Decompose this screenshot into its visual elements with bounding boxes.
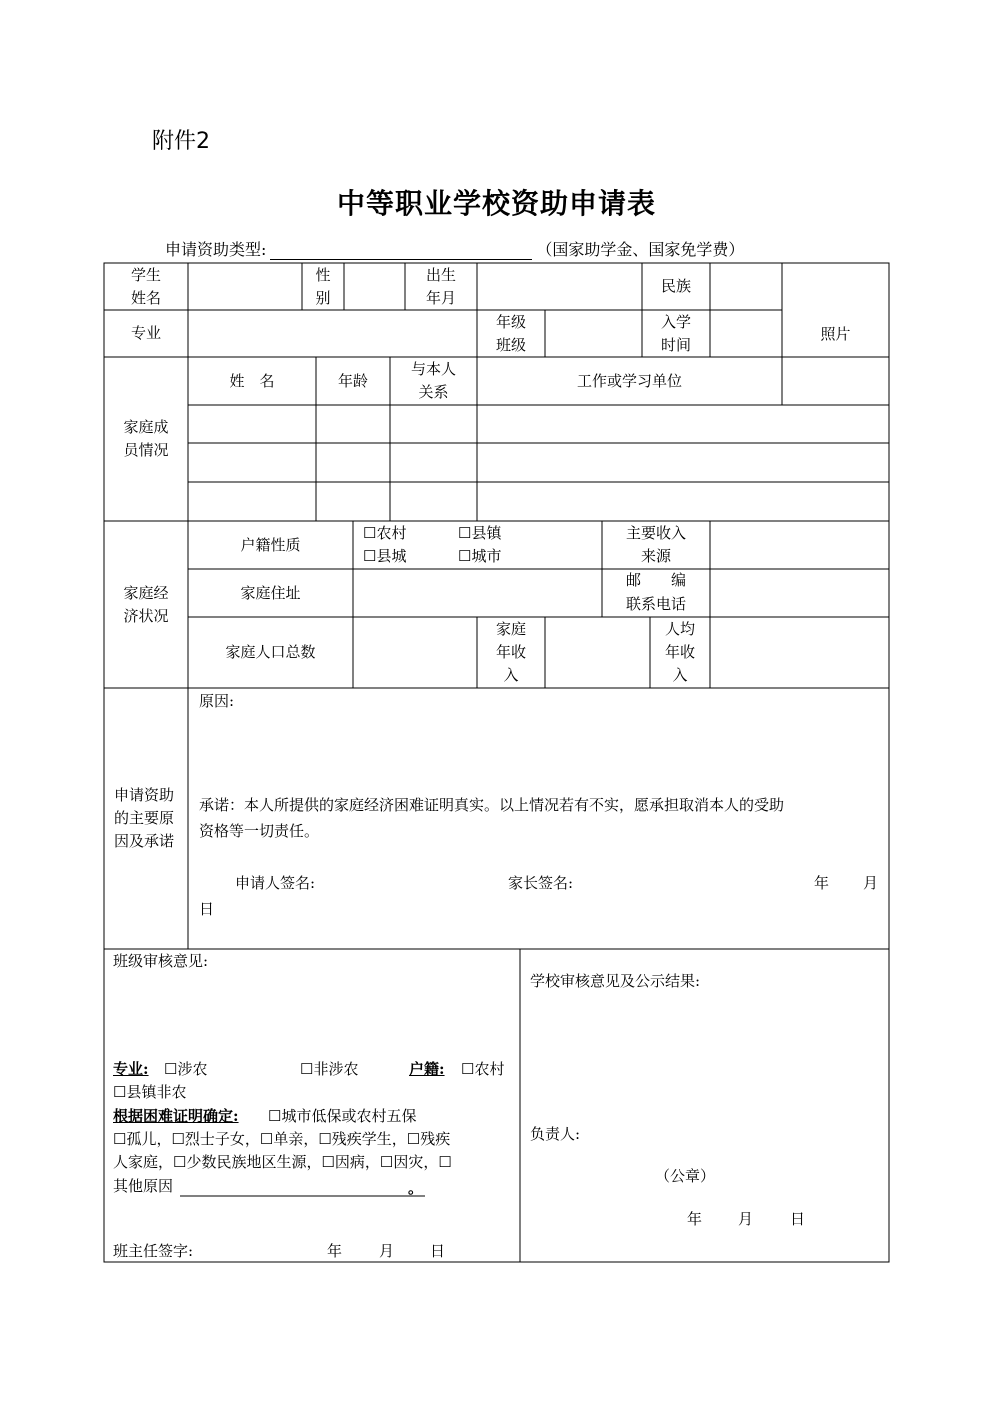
opt-town-nonagri[interactable]: ☐县镇非农: [113, 1083, 187, 1101]
label-family-members: 家庭成员情况: [123, 418, 169, 459]
basis-line-2[interactable]: ☐孤儿，☐烈士子女，☐单亲，☐残疾学生，☐残疾: [113, 1130, 451, 1148]
col-member-name: 姓 名: [229, 371, 275, 390]
reason-day: 日: [199, 900, 215, 918]
attachment-label: 附件2: [152, 129, 210, 154]
basis-line-4: 其他原因: [113, 1177, 174, 1195]
birth-field[interactable]: [477, 263, 642, 310]
label-gender: 性别: [315, 265, 331, 307]
student-name-field[interactable]: [188, 263, 302, 310]
label-family-economy: 家庭经济状况: [123, 583, 169, 625]
opt-class-rural[interactable]: ☐农村: [461, 1060, 505, 1078]
label-per-capita: 人均年收入: [664, 620, 695, 684]
label-grade-class: 年级班级: [495, 312, 526, 354]
label-phone: 联系电话: [625, 595, 686, 613]
reason-year: 年: [814, 874, 830, 892]
promise-line-1: 承诺：本人所提供的家庭经济困难证明真实。以上情况若有不实，愿承担取消本人的受助: [199, 796, 785, 814]
label-annual-income: 家庭年收入: [495, 620, 526, 684]
label-birth: 出生年月: [425, 265, 456, 307]
col-member-age: 年龄: [337, 371, 368, 390]
class-hukou-label: [409, 1058, 445, 1081]
label-enroll-time: 入学时间: [660, 312, 691, 354]
basis-line-3[interactable]: 人家庭，☐少数民族地区生源，☐因病，☐因灾，☐: [113, 1153, 452, 1171]
annual-income-field[interactable]: [545, 617, 650, 688]
label-reason-section: 申请资助的主要原因及承诺: [114, 786, 175, 850]
col-member-unit: 工作或学习单位: [576, 371, 682, 390]
label-income-source: 主要收入来源: [625, 524, 686, 565]
aid-type-hint: （国家助学金、国家免学费）: [536, 240, 745, 259]
label-population: 家庭人口总数: [225, 643, 316, 661]
class-major-label: [113, 1058, 149, 1081]
grade-class-field[interactable]: [545, 310, 642, 357]
teacher-sign-label: 班主任签字:: [113, 1242, 194, 1260]
label-address: 家庭住址: [240, 583, 301, 602]
opt-nonagri[interactable]: ☐非涉农: [300, 1060, 359, 1078]
label-hukou: 户籍性质: [240, 535, 301, 554]
school-day: 日: [790, 1210, 806, 1228]
opt-county[interactable]: ☐县城: [363, 547, 407, 565]
photo-area[interactable]: 照片: [820, 324, 851, 343]
basis-label: [113, 1105, 239, 1128]
postcode-phone-field[interactable]: [710, 569, 889, 617]
other-reason-field[interactable]: [180, 1176, 425, 1196]
gender-field[interactable]: [344, 263, 405, 310]
label-student-name: 学生姓名: [130, 265, 161, 307]
class-year: 年: [327, 1242, 343, 1260]
address-field[interactable]: [353, 569, 602, 617]
promise-line-2: 资格等一切责任。: [199, 822, 320, 840]
parent-sign-label: 家长签名:: [508, 874, 574, 892]
reason-label: 原因:: [199, 692, 235, 710]
class-month: 月: [379, 1242, 395, 1260]
basis-line-1[interactable]: ☐城市低保或农村五保: [268, 1107, 417, 1125]
population-field[interactable]: [353, 617, 477, 688]
other-reason-period: 。: [408, 1179, 424, 1197]
opt-town[interactable]: ☐县镇: [458, 524, 502, 542]
opt-rural[interactable]: ☐农村: [363, 524, 407, 542]
opt-city[interactable]: ☐城市: [458, 547, 502, 565]
aid-type-label: 申请资助类型:: [165, 240, 267, 259]
class-review-title: 班级审核意见:: [113, 952, 209, 970]
income-source-field[interactable]: [710, 521, 889, 569]
label-relation: 与本人关系: [410, 360, 456, 401]
basis-text: 根据困难证明确定:: [113, 1107, 239, 1125]
label-major: 专业: [130, 324, 161, 342]
major-field[interactable]: [188, 310, 477, 357]
responsible-person-label: 负责人:: [530, 1125, 581, 1143]
reason-month: 月: [863, 874, 879, 892]
opt-agri[interactable]: ☐涉农: [164, 1060, 208, 1078]
per-capita-field[interactable]: [710, 617, 889, 688]
class-major-text: 专业:: [113, 1060, 149, 1078]
label-postcode: 邮 编: [625, 571, 686, 589]
school-review-title: 学校审核意见及公示结果:: [530, 972, 701, 990]
applicant-sign-label: 申请人签名:: [235, 874, 316, 892]
school-year: 年: [687, 1210, 703, 1228]
form-title: 中等职业学校资助申请表: [336, 187, 656, 220]
class-hukou-text: 户籍:: [409, 1060, 445, 1078]
ethnicity-field[interactable]: [710, 263, 782, 310]
family-member-rows[interactable]: [188, 405, 889, 521]
school-month: 月: [738, 1210, 754, 1228]
official-seal: （公章）: [655, 1167, 716, 1185]
enroll-time-field[interactable]: [710, 310, 782, 357]
label-ethnicity: 民族: [660, 277, 691, 295]
class-day: 日: [430, 1242, 446, 1260]
